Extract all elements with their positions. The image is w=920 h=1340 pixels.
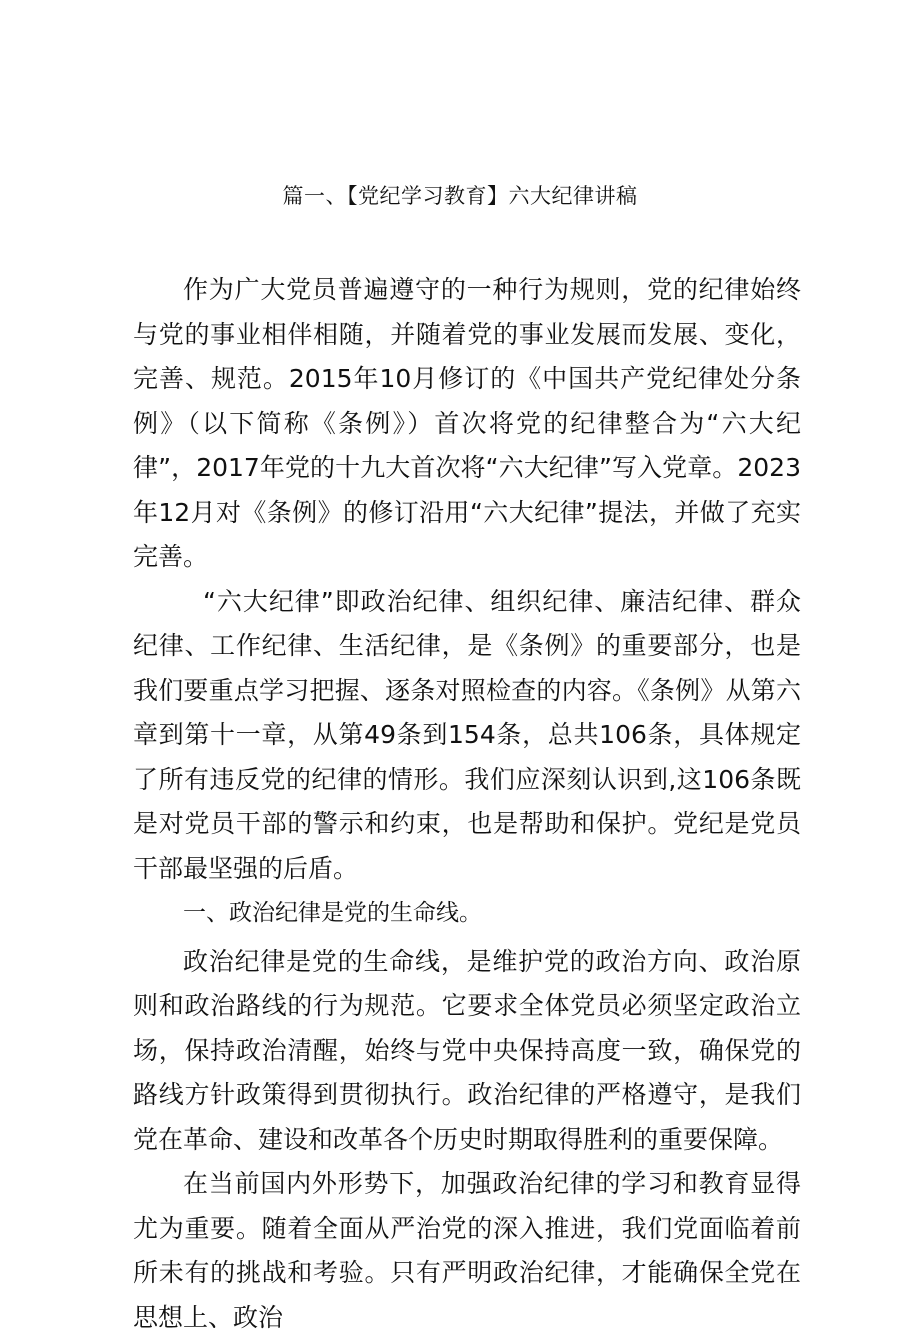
section-heading-political-discipline: 一、政治纪律是党的生命线。 — [183, 900, 482, 926]
paragraph-six-disciplines: “六大纪律”即政治纪律、组织纪律、廉洁纪律、群众纪律、工作纪律、生活纪律，是《条例》的重要部分，也是我们要重点学习把握、逐条对照检查的内容。《条例》从第六章到第十一章，从第49条到154条，总共106条，具体规定了所有违反党的纪律的情形。我们应深刻认识到,这106条既是对党员干部的警示和约束，也是帮助和保护。党纪是党员干部最坚强的后盾。 — [133, 586, 801, 883]
paragraph-intro: 作为广大党员普遍遵守的一种行为规则，党的纪律始终与党的事业相伴相随，并随着党的事业发展而发展、变化，完善、规范。2015年10月修订的《中国共产党纪律处分条例》（以下简称《条例》）首次将党的纪律整合为“六大纪律”，2017年党的十九大首次将“六大纪律”写入党章。2023年12月对《条例》的修订沿用“六大纪律”提法，并做了充实完善。 — [133, 275, 801, 571]
document-title: 篇一、【党纪学习教育】六大纪律讲稿 — [282, 184, 638, 208]
paragraph-current-situation: 在当前国内外形势下，加强政治纪律的学习和教育显得尤为重要。随着全面从严治党的深入推进，我们党面临着前所未有的挑战和考验。只有严明政治纪律，才能确保全党在思想上、政治 — [133, 1169, 801, 1332]
document-body — [133, 268, 801, 1340]
paragraph-political-discipline: 政治纪律是党的生命线，是维护党的政治方向、政治原则和政治路线的行为规范。它要求全体党员必须坚定政治立场，保持政治清醒，始终与党中央保持高度一致，确保党的路线方针政策得到贯彻执行。政治纪律的严格遵守，是我们党在革命、建设和改革各个历史时期取得胜利的重要保障。 — [133, 946, 801, 1154]
